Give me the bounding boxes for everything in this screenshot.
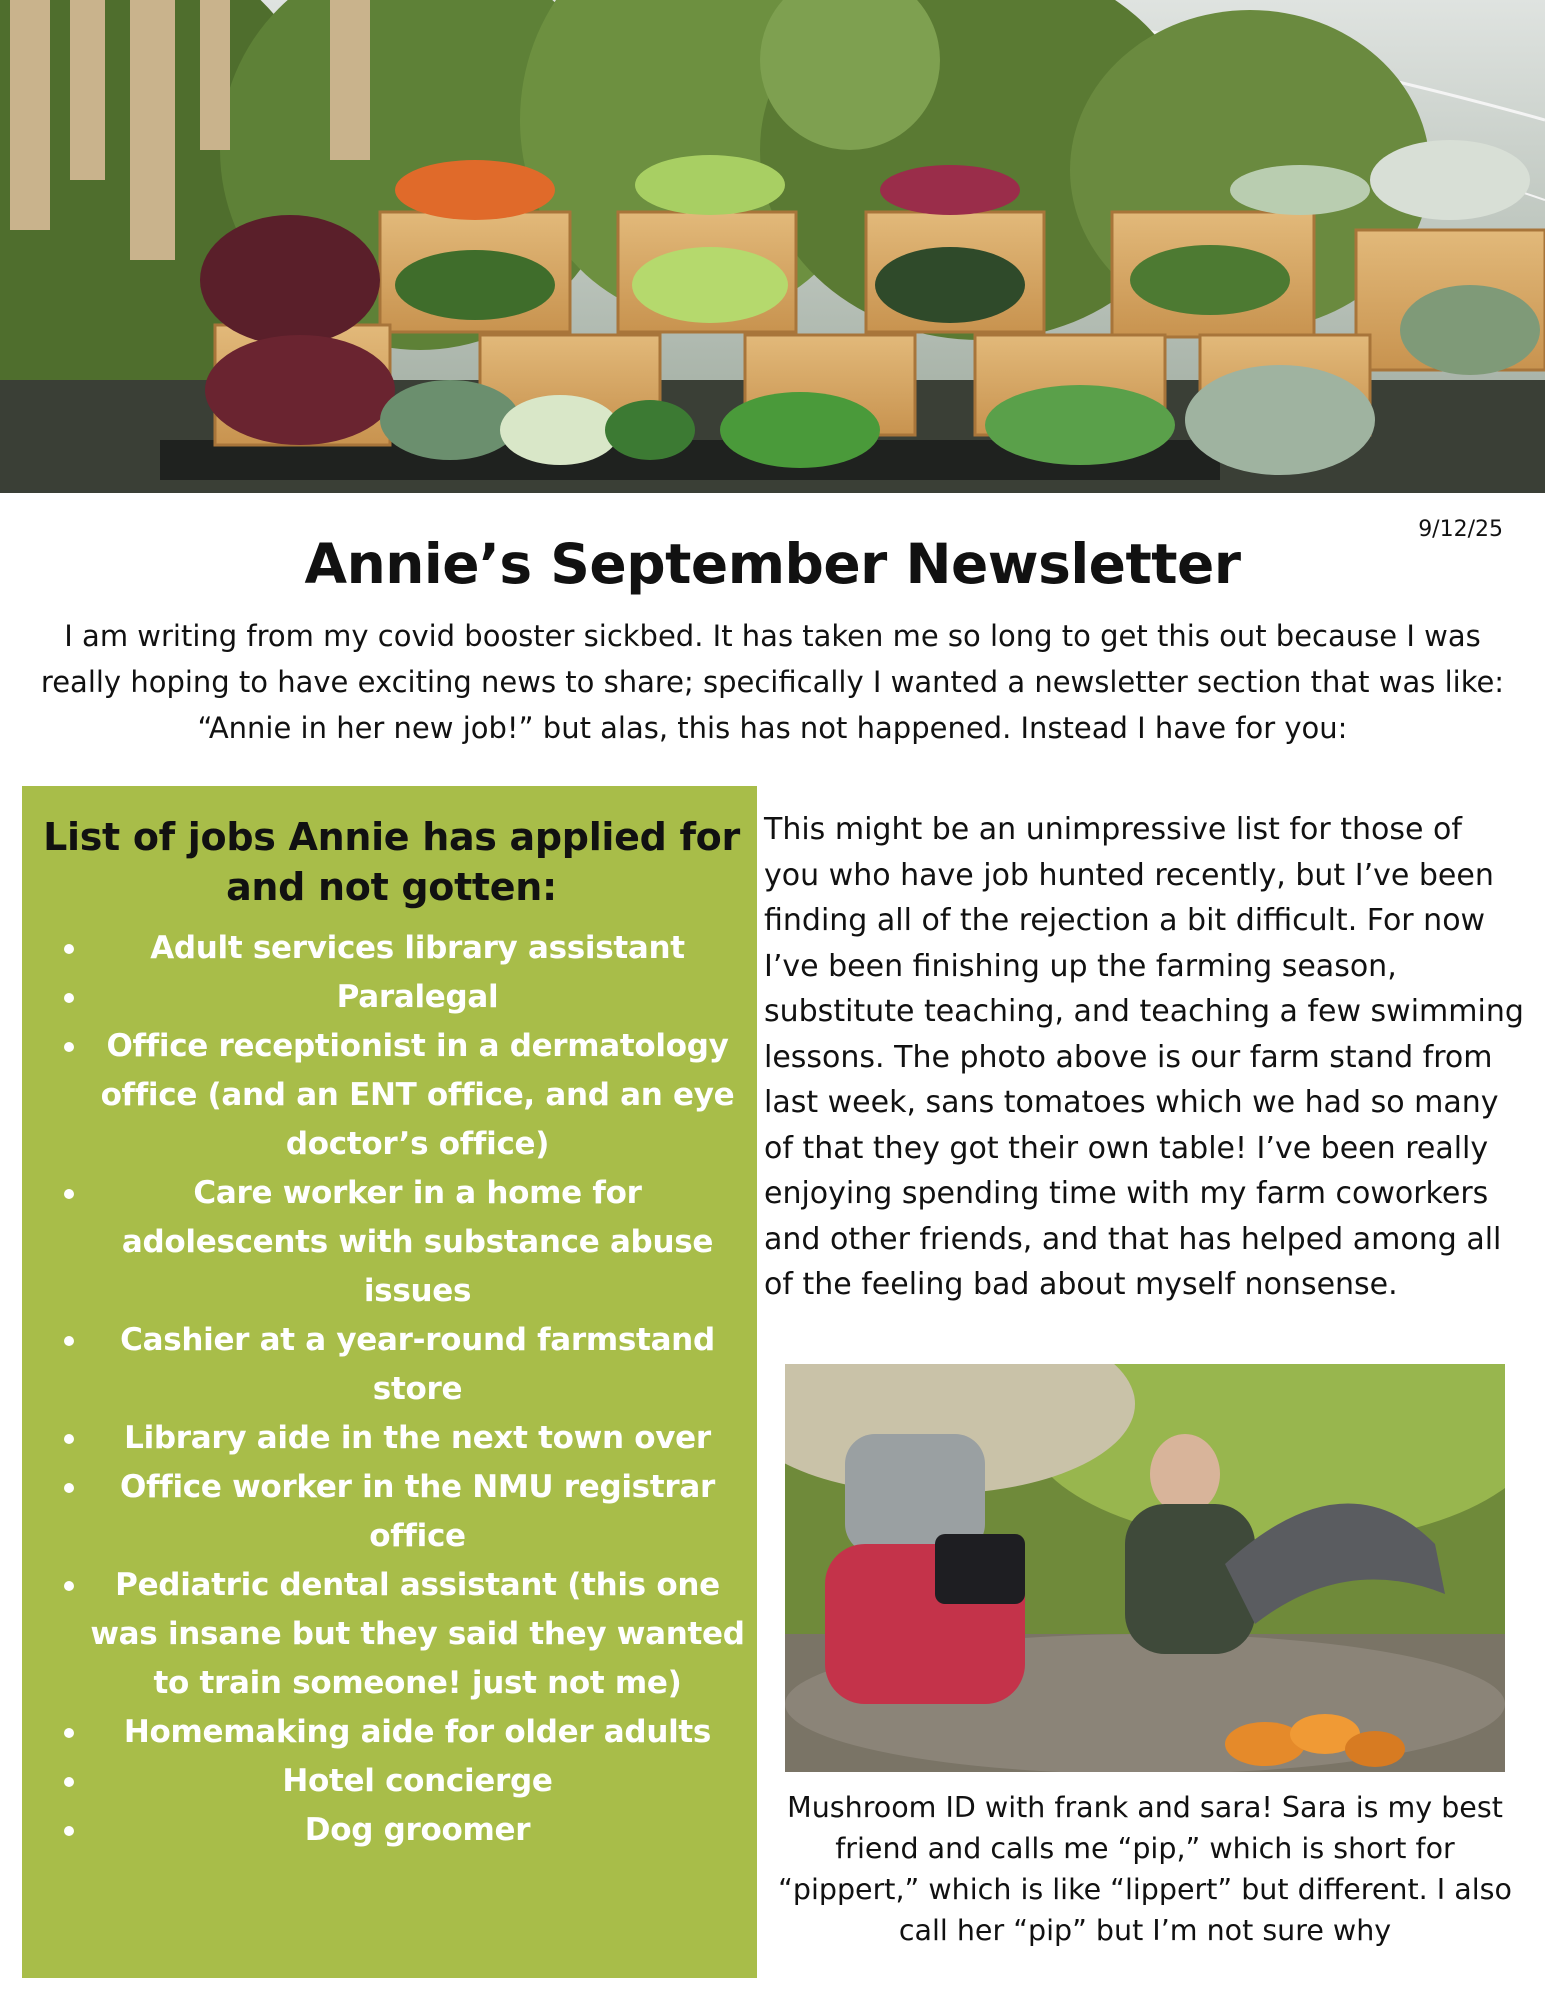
job-label: Homemaking aide for older adults: [123, 1714, 712, 1750]
job-label: Hotel concierge: [282, 1763, 553, 1799]
bullet-icon: [64, 1728, 74, 1738]
mushroom-illustration: [785, 1364, 1505, 1772]
list-item: [34, 1022, 749, 1169]
job-label: Dog groomer: [304, 1812, 531, 1848]
job-label: Office receptionist in a dermatology office (and an ENT office, and an eye doctor’s office): [100, 1028, 735, 1162]
bullet-icon: [64, 1336, 74, 1346]
list-item: [34, 1169, 749, 1316]
jobs-panel: [22, 786, 757, 1978]
bullet-icon: [64, 1826, 74, 1836]
job-label: Pediatric dental assistant (this one was insane but they said they wanted to train someone! just not me): [90, 1567, 745, 1701]
list-item: [34, 1414, 749, 1463]
farm-stand-photo: [0, 0, 1545, 493]
list-item: [34, 1708, 749, 1757]
newsletter-date: 9/12/25: [1418, 517, 1503, 542]
job-label: Adult services library assistant: [150, 930, 685, 966]
job-label: Office worker in the NMU registrar office: [120, 1469, 715, 1554]
body-paragraph: This might be an unimpressive list for those of you who have job hunted recently, but I’ve been finding all of the rejection a bit difficult. For now I’ve been finishing up the farming season, substitute teaching, and teaching a few swimming lessons. The photo above is our farm stand from last week, sans tomatoes which we had so many of that they got their own table! I’ve been really enjoying spending time with my farm coworkers and other friends, and that has helped among all of the feeling bad about myself nonsense.: [764, 812, 1524, 1302]
bullet-icon: [64, 944, 74, 954]
photo-caption: Mushroom ID with frank and sara! Sara is my best friend and calls me “pip,” which is short for “pippert,” which is like “lippert” but different. I also call her “pip” but I’m not sure why: [778, 1791, 1512, 1947]
job-label: Library aide in the next town over: [124, 1420, 711, 1456]
list-item: [34, 973, 749, 1022]
bullet-icon: [64, 1189, 74, 1199]
list-item: [34, 1316, 749, 1414]
bullet-icon: [64, 1434, 74, 1444]
list-item: [34, 1561, 749, 1708]
job-label: Paralegal: [336, 979, 499, 1015]
jobs-heading: List of jobs Annie has applied for and not gotten:: [43, 815, 740, 909]
farm-stand-illustration: [0, 0, 1545, 493]
page-title: Annie’s September Newsletter: [304, 532, 1241, 596]
bullet-icon: [64, 993, 74, 1003]
list-item: [34, 924, 749, 973]
list-item: [34, 1757, 749, 1806]
intro-paragraph: I am writing from my covid booster sickbed. It has taken me so long to get this out because I was really hoping to have exciting news to share; specifically I wanted a newsletter section that was like: “Annie in her new job!” but alas, this has not happened. Instead I have for you:: [40, 619, 1505, 745]
jobs-list: [34, 924, 749, 1855]
bullet-icon: [64, 1483, 74, 1493]
list-item: [34, 1806, 749, 1855]
list-item: [34, 1463, 749, 1561]
bullet-icon: [64, 1581, 74, 1591]
bullet-icon: [64, 1042, 74, 1052]
job-label: Care worker in a home for adolescents with substance abuse issues: [121, 1175, 714, 1309]
job-label: Cashier at a year-round farmstand store: [120, 1322, 715, 1407]
bullet-icon: [64, 1777, 74, 1787]
mushroom-photo: [785, 1364, 1505, 1772]
